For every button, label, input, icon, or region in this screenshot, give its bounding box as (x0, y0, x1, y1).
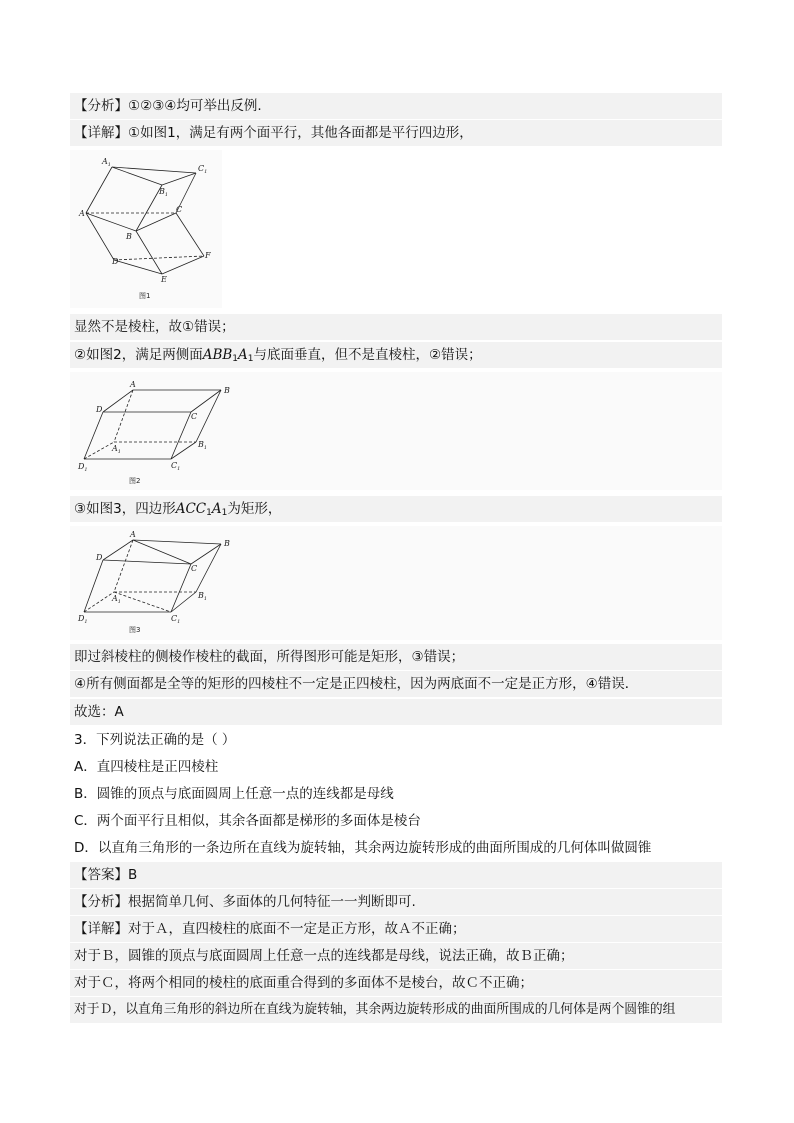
edge (86, 213, 136, 231)
detail-c: 对于Ｃ，将两个相同的棱柱的底面重合得到的多面体不是棱台，故Ｃ不正确； (70, 970, 722, 996)
figure-1 (70, 150, 222, 308)
label-A: A (130, 380, 136, 389)
detail-line-1: 【详解】①如图1，满足有两个面平行，其他各面都是平行四边形， (70, 120, 722, 146)
label-D: D (112, 257, 119, 266)
edge (103, 390, 133, 412)
label-A1: $A_1$ (112, 444, 121, 455)
edge (196, 390, 221, 442)
option-b: B．圆锥的顶点与底面圆周上任意一点的连线都是母线 (74, 786, 394, 802)
label-B1: $B_1$ (159, 187, 169, 198)
edge (86, 213, 114, 260)
detail-a: 【详解】对于Ａ，直四棱柱的底面不一定是正方形，故Ａ不正确； (70, 916, 722, 942)
figure-3 (70, 526, 722, 640)
label-B1: $B_1$ (198, 591, 208, 602)
figure-1-caption: 图1 (139, 292, 151, 300)
edge (162, 256, 204, 274)
label-D: D (96, 553, 103, 562)
option-d: D．以直角三角形的一条边所在直线为旋转轴，其余两边旋转形成的曲面所围成的几何体叫做圆锥 (74, 840, 652, 856)
figure-1-drawing (70, 150, 222, 308)
label-C: C (191, 564, 198, 573)
option-c: C．两个面平行且相似，其余各面都是梯形的多面体是棱台 (74, 813, 421, 829)
hidden-edge (114, 592, 171, 612)
label-B: B (126, 232, 132, 241)
label-D1: $D_1$ (78, 462, 88, 473)
edge (176, 213, 204, 256)
label-C1: $C_1$ (171, 461, 181, 472)
detail-line-3: ②如图2，满足两侧面$ABB_1A_1$与底面垂直，但不是直棱柱，②错误； (70, 342, 722, 368)
label-D1: $D_1$ (78, 614, 88, 625)
analysis-line-2: 【分析】根据简单几何、多面体的几何特征一一判断即可. (70, 889, 722, 915)
detail-line-4: ③如图3，四边形$ACC_1A_1$为矩形， (70, 496, 722, 522)
figure-2-caption: 图2 (129, 477, 141, 485)
edge (133, 540, 191, 564)
hidden-edge (114, 256, 204, 260)
figure-2 (70, 372, 722, 490)
figure-3-caption: 图3 (129, 626, 141, 634)
label-B: B (224, 539, 230, 548)
edge (171, 564, 191, 612)
edge (191, 544, 221, 564)
edge (84, 412, 103, 459)
label-D: D (96, 405, 103, 414)
question-3: 3．下列说法正确的是（ ） (74, 732, 236, 748)
label-A: A (130, 530, 136, 539)
label-E: E (161, 275, 167, 284)
label-A1: $A_1$ (112, 594, 121, 605)
hidden-edge (84, 592, 114, 612)
edge (86, 167, 112, 213)
label-A: A (79, 209, 85, 218)
label-B1: $B_1$ (198, 440, 208, 451)
figure-3-drawing (70, 526, 722, 640)
detail-line-6: ④所有侧面都是全等的矩形的四棱柱不一定是正四棱柱，因为两底面不一定是正方形，④错误． (70, 671, 722, 697)
option-a: A．直四棱柱是正四棱柱 (74, 759, 219, 775)
label-B: B (224, 386, 230, 395)
analysis-line: 【分析】①②③④均可举出反例. (70, 93, 722, 119)
hidden-edge (114, 390, 133, 442)
choice-line: 故选：A (70, 699, 722, 725)
edge (103, 560, 191, 564)
edge (112, 167, 196, 173)
edge (191, 390, 221, 412)
edge (136, 213, 176, 231)
detail-b: 对于Ｂ，圆锥的顶点与底面圆周上任意一点的连线都是母线，说法正确，故Ｂ正确； (70, 943, 722, 969)
detail-line-5: 即过斜棱柱的侧棱作棱柱的截面，所得图形可能是矩形，③错误； (70, 644, 722, 670)
label-C1: $C_1$ (198, 164, 208, 175)
label-C: C (191, 412, 198, 421)
edge (103, 540, 133, 560)
figure-2-drawing (70, 372, 722, 490)
hidden-edge (114, 540, 133, 592)
label-F: F (205, 251, 211, 260)
edge (84, 560, 103, 612)
label-C1: $C_1$ (171, 614, 181, 625)
label-A1: $A_1$ (102, 157, 111, 168)
edge (133, 540, 221, 544)
detail-d: 对于Ｄ，以直角三角形的斜边所在直线为旋转轴，其余两边旋转形成的曲面所围成的几何体是两个圆锥的组 (70, 997, 722, 1023)
edge (196, 544, 221, 592)
label-C: C (176, 205, 183, 214)
hidden-edge (84, 442, 114, 459)
detail-line-2: 显然不是棱柱，故①错误； (70, 314, 722, 340)
answer-line: 【答案】B (70, 862, 722, 888)
